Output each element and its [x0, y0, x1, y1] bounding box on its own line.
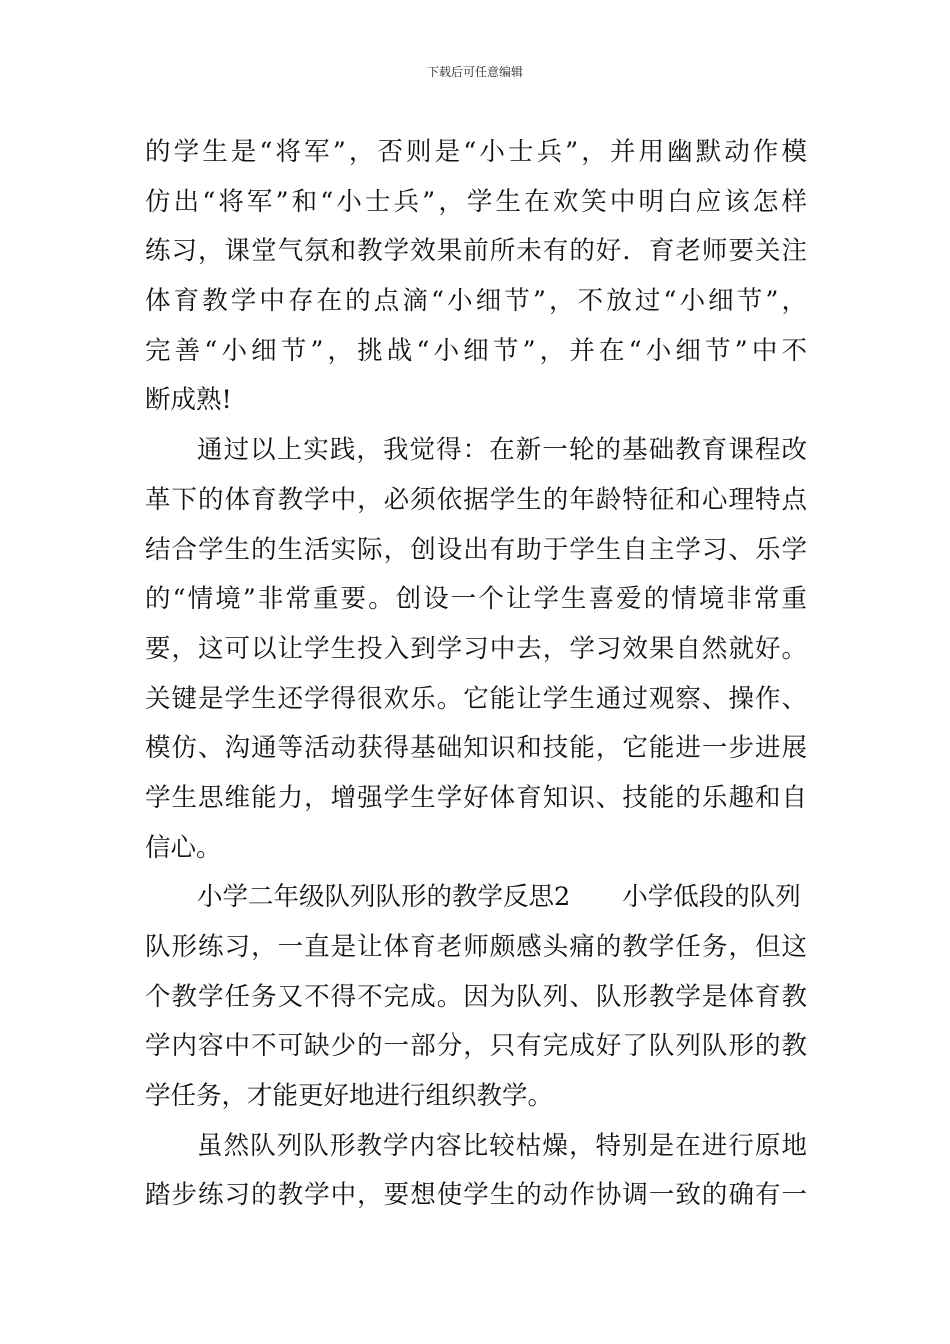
text-line: 的学生是“将军”，否则是“小士兵”，并用幽默动作模 — [145, 137, 807, 167]
page-header: 下载后可任意编辑 — [426, 65, 523, 79]
text-line: 模仿、沟通等活动获得基础知识和技能，它能进一步进展 — [145, 733, 807, 764]
body-text — [145, 128, 807, 1221]
text-line: 通过以上实践，我觉得：在新一轮的基础教育课程改 — [197, 435, 807, 466]
text-line: 学任务，才能更好地进行组织教学。 — [145, 1081, 554, 1112]
text-segment: 小学低段的队列 — [622, 882, 801, 913]
text-line: 队形练习，一直是让体育老师颇感头痛的教学任务，但这 — [145, 932, 807, 962]
text-line: 练习，课堂气氛和教学效果前所未有的好．育老师要关注 — [145, 236, 807, 267]
section-title: 小学二年级队列队形的教学反思2 — [197, 882, 571, 913]
text-line: 完善“小细节”，挑战“小细节”，并在“小细节”中不 — [145, 335, 807, 366]
text-line: 的“情境”非常重要。创设一个让学生喜爱的情境非常重 — [145, 584, 807, 615]
text-line — [145, 873, 807, 923]
text-line: 信心。 — [145, 832, 222, 863]
text-line: 仿出“将军”和“小士兵”，学生在欢笑中明白应该怎样 — [145, 186, 807, 217]
text-line: 踏步练习的教学中，要想使学生的动作协调一致的确有一 — [145, 1180, 807, 1211]
text-line: 体育教学中存在的点滴“小细节”，不放过“小细节”， — [145, 286, 807, 317]
text-line: 学生思维能力，增强学生学好体育知识、技能的乐趣和自 — [145, 782, 807, 813]
text-line: 革下的体育教学中，必须依据学生的年龄特征和心理特点 — [145, 484, 807, 515]
text-line: 关键是学生还学得很欢乐。它能让学生通过观察、操作、 — [145, 683, 807, 714]
text-line: 断成熟! — [145, 385, 232, 416]
text-line: 要，这可以让学生投入到学习中去，学习效果自然就好。 — [145, 633, 807, 664]
text-line: 结合学生的生活实际，创设出有助于学生自主学习、乐学 — [145, 534, 807, 565]
text-line: 学内容中不可缺少的一部分，只有完成好了队列队形的教 — [145, 1031, 807, 1062]
text-line: 个教学任务又不得不完成。因为队列、队形教学是体育教 — [145, 981, 807, 1012]
text-line: 虽然队列队形教学内容比较枯燥，特别是在进行原地 — [197, 1130, 807, 1161]
